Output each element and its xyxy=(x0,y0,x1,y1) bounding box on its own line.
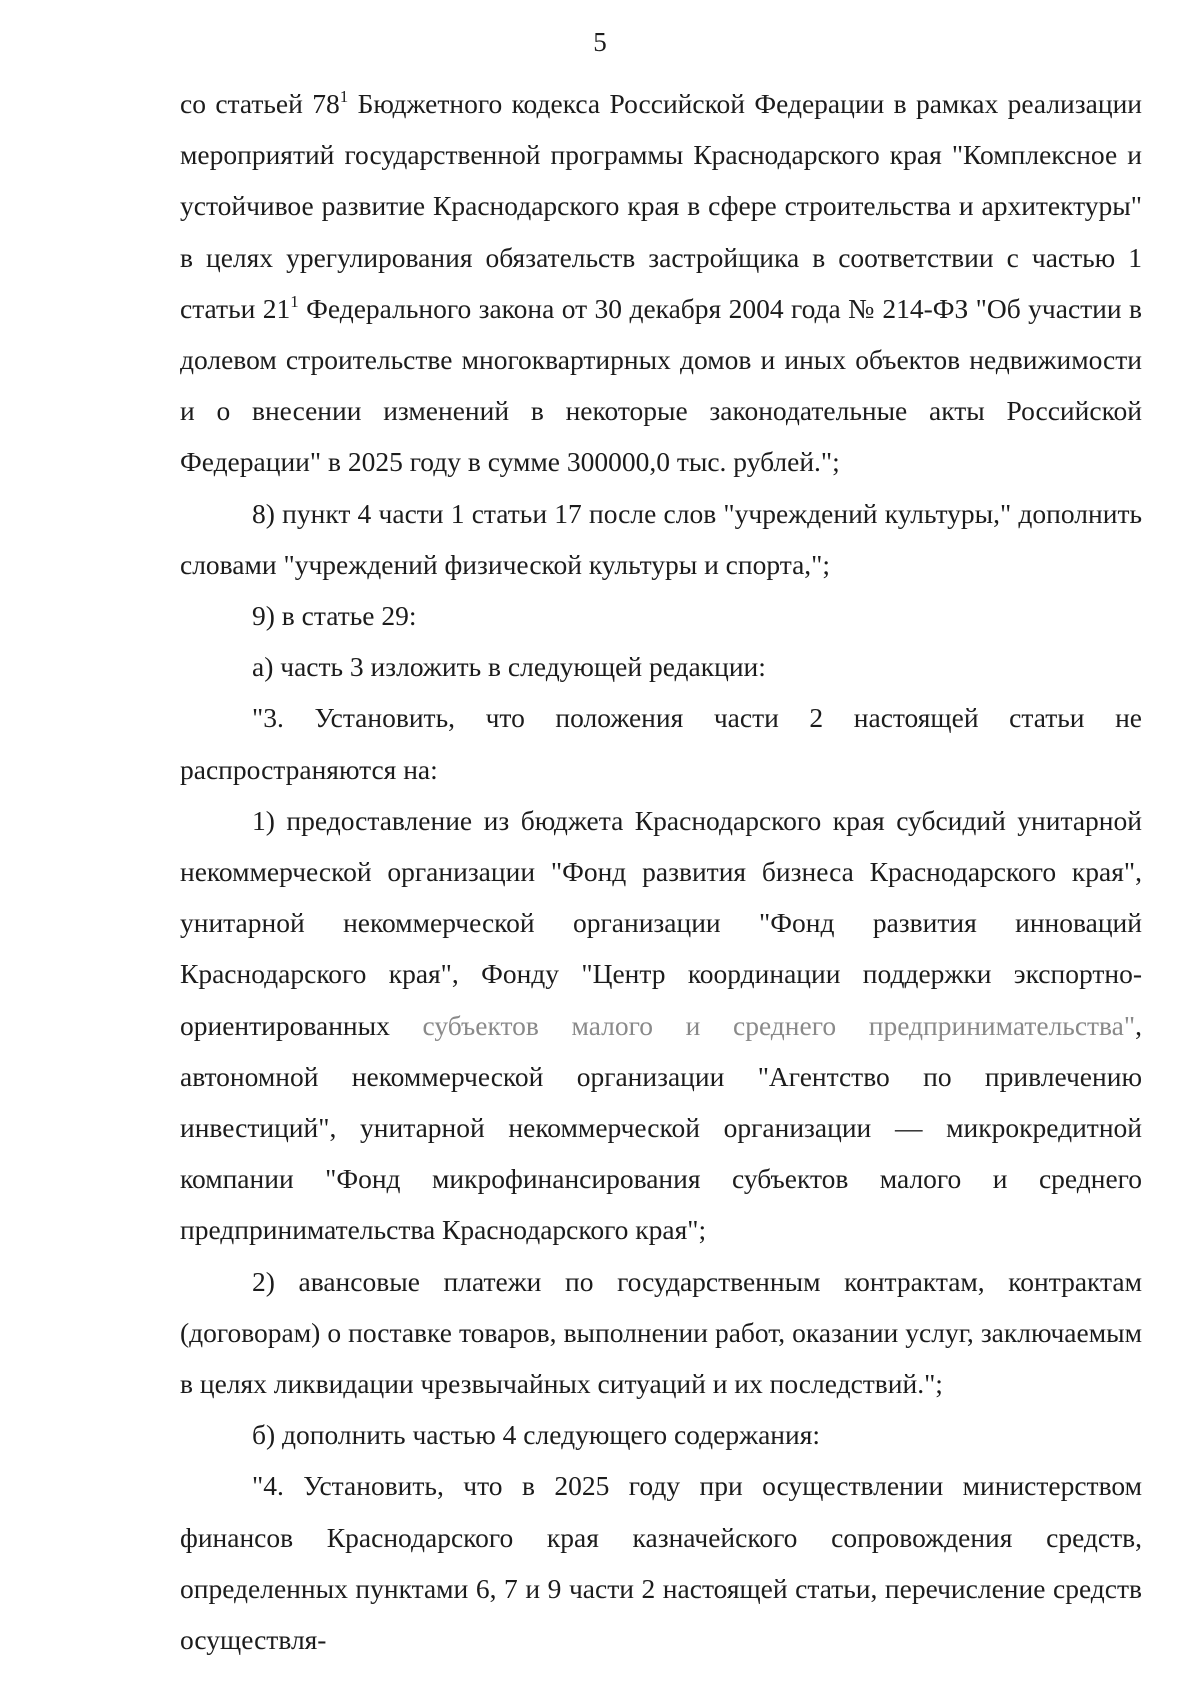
text-segment: 9) в статье 29: xyxy=(252,600,417,632)
text-segment: 2) авансовые платежи по государственным контрактам, контрактам (договорам) о поставке товаров, выполнении работ, оказании услуг, заключаемым в целях ликвидации чрезвычайных ситуаций и их последствий."; xyxy=(180,1265,1142,1400)
page-number: 5 xyxy=(593,27,607,57)
text-segment: "3. Установить, что положения части 2 настоящей статьи не распространяются на: xyxy=(180,702,1142,785)
paragraph-p3 xyxy=(180,590,1142,641)
text-segment: субъектов малого и среднего предпринимательства" xyxy=(422,1009,1136,1041)
paragraph-p7 xyxy=(180,1256,1142,1410)
superscript: 1 xyxy=(339,87,349,106)
paragraph-p2 xyxy=(180,488,1142,590)
text-segment: 8) пункт 4 части 1 статьи 17 после слов "учреждений культуры," дополнить словами "учреждений физической культуры и спорта,"; xyxy=(180,497,1142,580)
paragraph-p9 xyxy=(180,1460,1142,1665)
text-segment: 1) предоставление из бюджета Краснодарского края субсидий унитарной некоммерческой организации "Фонд развития бизнеса Краснодарского края", унитарной некоммерческой организации "Фонд развития инноваций Краснодарского края", Фонду "Центр координации поддержки экспортно-ориентированных xyxy=(180,804,1142,1041)
paragraph-p6 xyxy=(180,795,1142,1256)
paragraph-p1 xyxy=(180,78,1142,488)
paragraph-p8 xyxy=(180,1409,1142,1460)
paragraph-p5 xyxy=(180,692,1142,794)
text-segment: а) часть 3 изложить в следующей редакции: xyxy=(252,651,766,683)
paragraph-p4 xyxy=(180,641,1142,692)
text-segment: , автономной некоммерческой организации "Агентство по привлечению инвестиций", унитарной некоммерческой организации — микрокредитной компании "Фонд микрофинансирования субъектов малого и среднего предпринимательства Краснодарского края"; xyxy=(180,1009,1142,1246)
document-body xyxy=(180,78,1142,1665)
text-segment: Бюджетного кодекса Российской Федерации в рамках реализации мероприятий государственной программы Краснодарского края "Комплексное и устойчивое развитие Краснодарского края в сфере строительства и архитектуры" в целях урегулирования обязательств застройщика в соответствии с частью 1 статьи 21 xyxy=(180,88,1142,324)
text-segment: "4. Установить, что в 2025 году при осуществлении министерством финансов Краснодарского края казначейского сопровождения средств, определенных пунктами 6, 7 и 9 части 2 настоящей статьи, перечисление средств осуществля- xyxy=(180,1470,1142,1656)
superscript: 1 xyxy=(290,291,299,311)
text-segment: со статьей 78 xyxy=(180,88,340,119)
text-segment: Федерального закона от 30 декабря 2004 года № 214-ФЗ "Об участии в долевом строительстве многоквартирных домов и иных объектов недвижимости и о внесении изменений в некоторые законодательные акты Российской Федерации" в 2025 году в сумме 300000,0 тыс. рублей."; xyxy=(180,292,1142,478)
text-segment: б) дополнить частью 4 следующего содержания: xyxy=(252,1419,821,1451)
